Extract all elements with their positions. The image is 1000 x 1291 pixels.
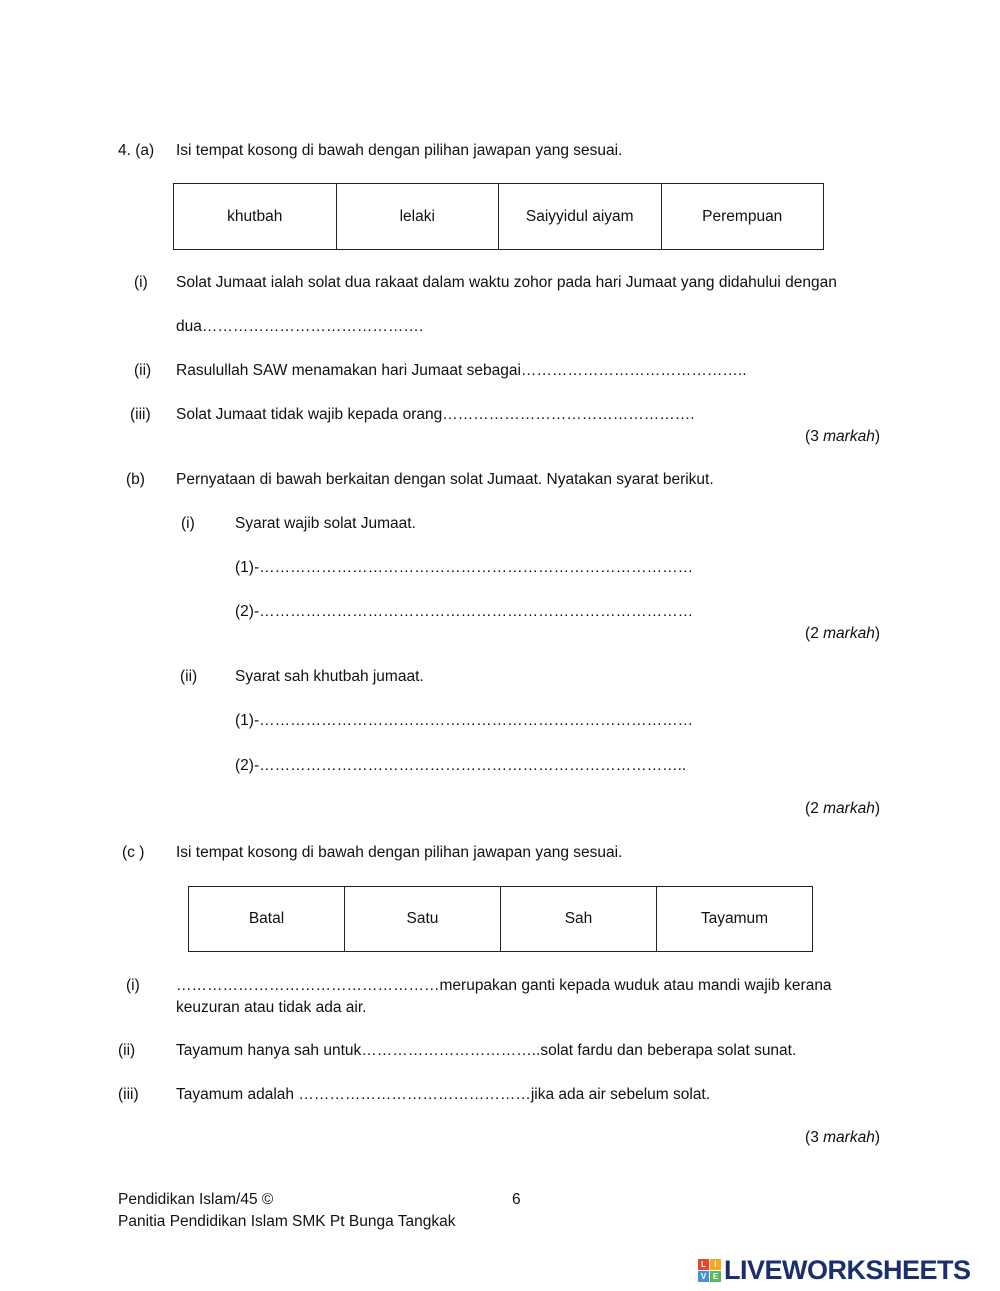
question-label: (c ): [122, 844, 145, 861]
question-instruction: Isi tempat kosong di bawah dengan pilihan jawapan yang sesuai.: [176, 844, 623, 861]
choice-cell: Perempuan: [661, 184, 824, 250]
item-number: (ii): [118, 1042, 136, 1059]
item-text[interactable]: Solat Jumaat tidak wajib kepada orang………………………………………….: [176, 406, 695, 423]
choice-cell: Satu: [345, 887, 501, 952]
subpart-number: (i): [181, 515, 195, 532]
answer-line[interactable]: (1)-…………………………………………………………………………: [235, 712, 694, 729]
footer-panel: Panitia Pendidikan Islam SMK Pt Bunga Tangkak: [118, 1213, 456, 1230]
item-text[interactable]: ……………………………………………merupakan ganti kepada wuduk atau mandi wajib kerana: [176, 977, 832, 994]
liveworksheets-logo: [698, 1256, 971, 1284]
question-number: 4. (a): [118, 142, 155, 159]
live-badge-icon: L I V E: [698, 1259, 721, 1282]
choice-cell: Saiyyidul aiyam: [499, 184, 662, 250]
choice-cell: Tayamum: [657, 887, 813, 952]
question-instruction: Isi tempat kosong di bawah dengan pilihan jawapan yang sesuai.: [176, 142, 623, 159]
answer-choices-table: [173, 183, 824, 250]
item-number: (iii): [130, 406, 151, 423]
subpart-title: Syarat sah khutbah jumaat.: [235, 668, 424, 685]
choice-cell: lelaki: [336, 184, 499, 250]
marks-label: (2 markah): [805, 625, 880, 642]
choice-cell: Sah: [501, 887, 657, 952]
answer-choices-table: [188, 886, 813, 952]
logo-text: LIVEWORKSHEETS: [724, 1254, 971, 1285]
item-text[interactable]: Tayamum adalah ………………………………………jika ada air sebelum solat.: [176, 1086, 711, 1103]
marks-label: (3 markah): [805, 428, 880, 445]
item-text: Solat Jumaat ialah solat dua rakaat dalam waktu zohor pada hari Jumaat yang didahului dengan: [176, 274, 837, 291]
item-number: (i): [126, 977, 140, 994]
item-text-continued: keuzuran atau tidak ada air.: [176, 999, 367, 1016]
item-text[interactable]: Tayamum hanya sah untuk……………………………..solat fardu dan beberapa solat sunat.: [176, 1042, 797, 1059]
choice-cell: Batal: [189, 887, 345, 952]
item-number: (iii): [118, 1086, 139, 1103]
item-number: (i): [134, 274, 148, 291]
subpart-number: (ii): [180, 668, 198, 685]
choice-cell: khutbah: [174, 184, 337, 250]
question-label: (b): [126, 471, 145, 488]
item-text-continued[interactable]: dua…………………………………….: [176, 318, 424, 335]
item-text[interactable]: Rasulullah SAW menamakan hari Jumaat sebagai……………………………………..: [176, 362, 747, 379]
question-instruction: Pernyataan di bawah berkaitan dengan solat Jumaat. Nyatakan syarat berikut.: [176, 471, 714, 488]
subpart-title: Syarat wajib solat Jumaat.: [235, 515, 416, 532]
marks-label: (2 markah): [805, 800, 880, 817]
answer-line[interactable]: (2)-………………………………………………………………………..: [235, 757, 687, 774]
marks-label: (3 markah): [805, 1129, 880, 1146]
item-number: (ii): [134, 362, 152, 379]
answer-line[interactable]: (1)-…………………………………………………………………………: [235, 559, 694, 576]
page-number: 6: [512, 1191, 521, 1208]
answer-line[interactable]: (2)-…………………………………………………………………………: [235, 603, 694, 620]
footer-subject: Pendidikan Islam/45 ©: [118, 1191, 274, 1208]
